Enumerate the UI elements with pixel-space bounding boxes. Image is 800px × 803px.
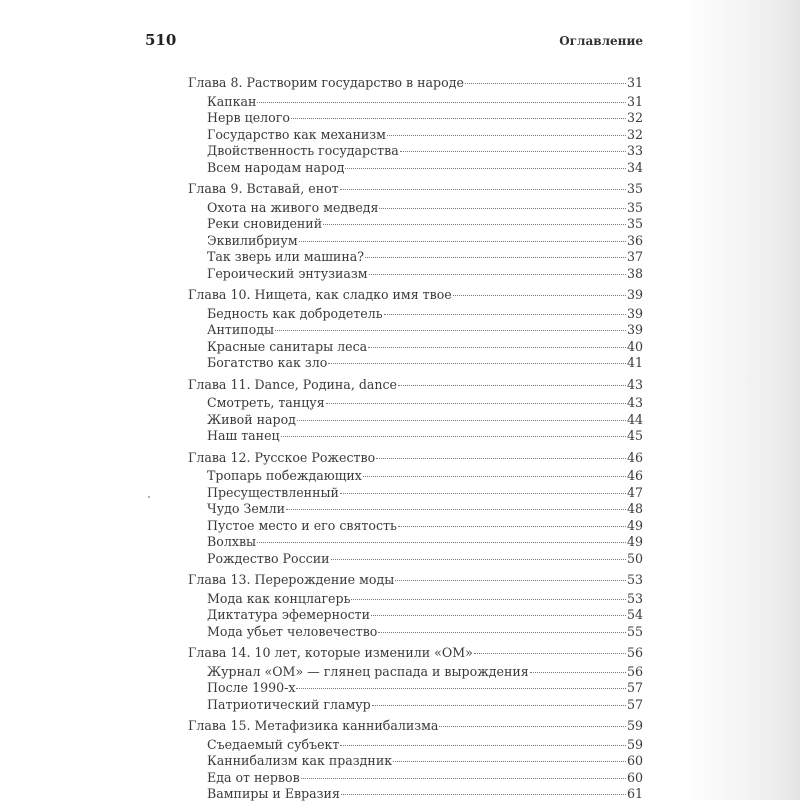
dot-leader	[530, 672, 626, 673]
toc-section-entry	[188, 395, 643, 412]
toc-section-entry	[188, 770, 643, 787]
toc-section-entry	[188, 110, 643, 127]
toc-section-entry	[188, 468, 643, 485]
toc-section-entry	[188, 501, 643, 518]
dot-leader	[393, 761, 626, 762]
toc-chapter-entry	[188, 377, 643, 394]
entry-page-number: 50	[626, 550, 643, 566]
entry-title: Антиподы	[207, 322, 275, 337]
entry-page-number: 53	[626, 590, 643, 606]
toc-section-entry	[188, 266, 643, 283]
dot-leader	[326, 403, 626, 404]
dot-leader	[439, 726, 626, 727]
dot-leader	[400, 151, 626, 152]
dot-leader	[291, 118, 626, 119]
entry-title: Глава 15. Метафизика каннибализма	[188, 718, 439, 733]
entry-page-number: 55	[626, 623, 643, 639]
toc-section-entry	[188, 737, 643, 754]
entry-title: Тропарь побеждающих	[207, 468, 362, 483]
entry-page-number: 59	[626, 718, 643, 733]
entry-page-number: 44	[626, 411, 643, 427]
dot-leader	[371, 615, 626, 616]
toc-section-entry	[188, 624, 643, 641]
toc-section-entry	[188, 753, 643, 770]
entry-page-number: 49	[626, 517, 643, 533]
dot-leader	[286, 509, 626, 510]
toc-chapter-entry	[188, 287, 643, 304]
dot-leader	[299, 241, 626, 242]
dot-leader	[323, 224, 626, 225]
running-head: Оглавление	[559, 34, 643, 48]
entry-page-number: 39	[626, 287, 643, 302]
table-of-contents	[188, 75, 643, 803]
entry-page-number: 61	[626, 786, 643, 801]
entry-page-number: 35	[626, 181, 643, 196]
toc-section-entry	[188, 664, 643, 681]
dot-leader	[368, 347, 626, 348]
entry-page-number: 31	[626, 75, 643, 90]
toc-chapter-entry	[188, 450, 643, 467]
entry-title: Вампиры и Евразия	[207, 786, 340, 801]
entry-page-number: 53	[626, 572, 643, 587]
entry-title: Пресуществленный	[207, 484, 339, 500]
dot-leader	[398, 385, 626, 386]
entry-page-number: 59	[626, 736, 643, 752]
toc-section-entry	[188, 485, 643, 502]
dot-leader	[365, 257, 626, 258]
entry-title: Каннибализм как праздник	[207, 753, 393, 768]
entry-title: Глава 11. Dance, Родина, dance	[188, 376, 398, 392]
toc-chapter-entry	[188, 181, 643, 198]
toc-section-entry	[188, 160, 643, 177]
entry-title: Волхвы	[207, 534, 257, 549]
entry-title: Пустое место и его святость	[207, 517, 397, 533]
dot-leader	[453, 295, 626, 296]
dot-leader	[257, 102, 626, 103]
toc-section-entry	[188, 697, 643, 714]
dot-leader	[384, 314, 626, 315]
dot-leader	[331, 559, 626, 560]
dot-leader	[296, 688, 625, 689]
toc-section-entry	[188, 680, 643, 697]
dot-leader	[340, 493, 626, 494]
dot-leader	[387, 135, 626, 136]
entry-page-number: 35	[626, 216, 643, 231]
toc-section-entry	[188, 518, 643, 535]
entry-page-number: 48	[626, 501, 643, 516]
dot-leader	[301, 778, 626, 779]
entry-title: После 1990-х	[207, 680, 296, 695]
entry-title: Чудо Земли	[207, 501, 285, 516]
toc-section-entry	[188, 591, 643, 608]
dot-leader	[363, 476, 626, 477]
entry-page-number: 31	[626, 93, 643, 109]
dot-leader	[378, 632, 626, 633]
toc-chapter-entry	[188, 75, 643, 92]
toc-section-entry	[188, 143, 643, 160]
dot-leader	[379, 208, 625, 209]
entry-title: Капкан	[207, 93, 257, 109]
entry-title: Глава 12. Русское Рожество	[188, 449, 376, 465]
toc-section-entry	[188, 551, 643, 568]
entry-page-number: 60	[626, 769, 643, 785]
entry-title: Наш танец	[207, 428, 280, 443]
toc-section-entry	[188, 607, 643, 624]
entry-title: Богатство как зло	[207, 355, 328, 370]
dot-leader	[340, 189, 626, 190]
dot-leader	[341, 794, 626, 795]
entry-page-number: 43	[626, 376, 643, 392]
entry-title: Эквилибриум	[207, 232, 298, 248]
entry-page-number: 38	[626, 265, 643, 281]
entry-page-number: 34	[626, 159, 643, 175]
dot-leader	[376, 458, 626, 459]
entry-page-number: 32	[626, 110, 643, 125]
dot-leader	[398, 526, 626, 527]
toc-chapter-entry	[188, 718, 643, 735]
entry-page-number: 39	[626, 305, 643, 321]
dot-leader	[281, 436, 626, 437]
entry-page-number: 57	[626, 680, 643, 695]
dot-leader	[351, 599, 626, 600]
entry-page-number: 32	[626, 126, 643, 142]
entry-page-number: 57	[626, 696, 643, 712]
entry-title: Живой народ	[207, 411, 296, 427]
toc-section-entry	[188, 249, 643, 266]
entry-page-number: 41	[626, 355, 643, 370]
entry-page-number: 36	[626, 232, 643, 248]
entry-page-number: 39	[626, 322, 643, 337]
entry-page-number: 37	[626, 249, 643, 264]
toc-section-entry	[188, 94, 643, 111]
entry-title: Глава 13. Перерождение моды	[188, 572, 395, 587]
entry-title: Мода убьет человечество	[207, 623, 378, 639]
entry-title: Двойственность государства	[207, 143, 399, 158]
scan-speck	[148, 496, 150, 498]
toc-section-entry	[188, 412, 643, 429]
entry-page-number: 56	[626, 645, 643, 660]
entry-title: Героический энтузиазм	[207, 265, 368, 281]
entry-title: Журнал «ОМ» — глянец распада и вырождения	[207, 663, 529, 679]
toc-section-entry	[188, 339, 643, 356]
entry-page-number: 56	[626, 663, 643, 679]
toc-chapter-entry	[188, 572, 643, 589]
entry-page-number: 35	[626, 199, 643, 215]
entry-title: Еда от нервов	[207, 769, 300, 785]
dot-leader	[369, 274, 626, 275]
dot-leader	[297, 420, 626, 421]
entry-title: Государство как механизм	[207, 126, 386, 142]
toc-section-entry	[188, 306, 643, 323]
entry-page-number: 33	[626, 143, 643, 158]
toc-section-entry	[188, 534, 643, 551]
dot-leader	[340, 745, 626, 746]
entry-title: Охота на живого медведя	[207, 199, 379, 215]
entry-title: Мода как концлагерь	[207, 590, 351, 606]
dot-leader	[345, 168, 626, 169]
entry-title: Так зверь или машина?	[207, 249, 364, 264]
dot-leader	[275, 330, 626, 331]
toc-section-entry	[188, 216, 643, 233]
toc-section-entry	[188, 200, 643, 217]
entry-page-number: 43	[626, 395, 643, 410]
entry-title: Всем народам народ	[207, 159, 345, 175]
toc-section-entry	[188, 233, 643, 250]
entry-title: Глава 14. 10 лет, которые изменили «ОМ»	[188, 645, 473, 660]
toc-section-entry	[188, 786, 643, 803]
dot-leader	[395, 580, 626, 581]
toc-section-entry	[188, 355, 643, 372]
entry-page-number: 60	[626, 753, 643, 768]
page-number: 510	[145, 31, 177, 49]
entry-title: Нерв целого	[207, 110, 290, 125]
entry-title: Смотреть, танцуя	[207, 395, 325, 410]
dot-leader	[474, 653, 626, 654]
entry-title: Глава 8. Растворим государство в народе	[188, 75, 464, 90]
entry-title: Диктатура эфемерности	[207, 607, 370, 622]
entry-title: Реки сновидений	[207, 216, 323, 231]
toc-section-entry	[188, 322, 643, 339]
entry-page-number: 46	[626, 449, 643, 465]
toc-chapter-entry	[188, 645, 643, 662]
entry-page-number: 49	[626, 534, 643, 549]
page-edge-shadow	[680, 0, 800, 800]
toc-section-entry	[188, 127, 643, 144]
dot-leader	[257, 542, 626, 543]
entry-page-number: 47	[626, 484, 643, 500]
dot-leader	[465, 83, 626, 84]
entry-title: Глава 9. Вставай, енот	[188, 181, 339, 196]
dot-leader	[372, 705, 626, 706]
entry-page-number: 40	[626, 338, 643, 354]
entry-title: Красные санитары леса	[207, 338, 368, 354]
entry-page-number: 54	[626, 607, 643, 622]
toc-section-entry	[188, 428, 643, 445]
entry-title: Патриотический гламур	[207, 696, 371, 712]
dot-leader	[328, 363, 626, 364]
entry-title: Съедаемый субъект	[207, 736, 340, 752]
entry-page-number: 45	[626, 428, 643, 443]
entry-page-number: 46	[626, 468, 643, 483]
entry-title: Глава 10. Нищета, как сладко имя твое	[188, 287, 452, 302]
entry-title: Рождество России	[207, 550, 330, 566]
entry-title: Бедность как добродетель	[207, 305, 383, 321]
